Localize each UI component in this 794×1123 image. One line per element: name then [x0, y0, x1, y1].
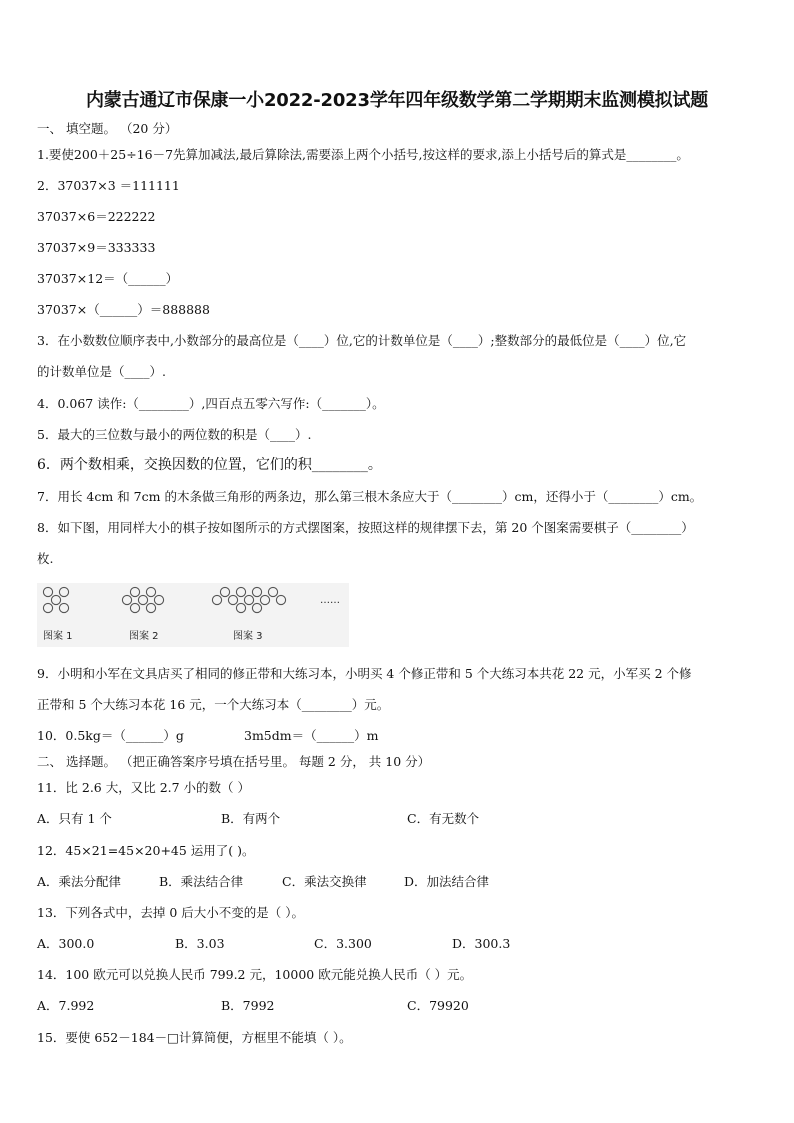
- pattern-3: [212, 587, 285, 612]
- option-a: A．7.992: [37, 998, 95, 1013]
- question-10-part-b: 3m5dm＝（______）m: [244, 728, 379, 743]
- chess-piece: [122, 595, 131, 604]
- chess-piece: [260, 595, 269, 604]
- pattern-3-caption: 图案 3: [233, 631, 263, 642]
- page-title: 内蒙古通辽市保康一小2022-2023学年四年级数学第二学期期末监测模拟试题: [85, 90, 709, 111]
- chess-piece: [43, 603, 52, 612]
- question-7: 7．用长 4cm 和 7cm 的木条做三角形的两条边，那么第三根木条应大于（________）cm，还得小于（________）cm。: [37, 489, 703, 504]
- option-a: A．只有 1 个: [37, 811, 112, 826]
- chess-piece: [43, 587, 52, 596]
- chess-piece: [146, 603, 155, 612]
- question-9-line-1: 9．小明和小军在文具店买了相同的修正带和大练习本，小明买 4 个修正带和 5 个大练习本共花 22 元，小军买 2 个修: [37, 666, 692, 681]
- question-11-stem: 11．比 2.6 大，又比 2.7 小的数（ ）: [37, 780, 251, 795]
- option-b: B．乘法结合律: [159, 874, 244, 889]
- chess-piece: [252, 587, 261, 596]
- question-2-line-4: 37037×12＝（______）: [37, 271, 179, 286]
- question-2-line-3: 37037×9＝333333: [37, 240, 156, 255]
- question-14-options: [37, 998, 757, 1014]
- option-b: B．有两个: [221, 811, 281, 826]
- question-3-line-2: 的计数单位是（____）.: [37, 364, 166, 379]
- option-a: A．乘法分配律: [37, 874, 122, 889]
- option-d: D．300.3: [452, 936, 511, 951]
- chess-piece: [212, 595, 221, 604]
- chess-piece: [130, 587, 139, 596]
- option-b: B．3.03: [175, 936, 225, 951]
- pattern-ellipsis: ……: [320, 595, 340, 606]
- chess-piece: [51, 595, 60, 604]
- option-b: B．7992: [221, 998, 275, 1013]
- question-2-line-1: 2．37037×3 ＝111111: [37, 178, 180, 193]
- chess-piece: [228, 595, 237, 604]
- chess-piece: [276, 595, 285, 604]
- chess-piece: [220, 587, 229, 596]
- question-9-line-2: 正带和 5 个大练习本花 16 元，一个大练习本（________）元。: [37, 697, 390, 712]
- question-15-stem: 15．要使 652－184－□计算简便，方框里不能填（ ）。: [37, 1030, 352, 1045]
- pattern-2-caption: 图案 2: [129, 631, 159, 642]
- question-3-line-1: 3．在小数数位顺序表中,小数部分的最高位是（____）位,它的计数单位是（____）;整数部分的最低位是（____）位,它: [37, 333, 687, 348]
- question-14-stem: 14．100 欧元可以兑换人民币 799.2 元，10000 欧元能兑换人民币（ ）元。: [37, 967, 473, 982]
- section-choice-heading: 二、 选择题。 （把正确答案序号填在括号里。 每题 2 分， 共 10 分）: [37, 754, 431, 769]
- question-13-stem: 13．下列各式中，去掉 0 后大小不变的是（ ）。: [37, 905, 305, 920]
- option-c: C．乘法交换律: [282, 874, 367, 889]
- pattern-drawing: [37, 583, 349, 647]
- chess-piece: [236, 587, 245, 596]
- question-10: [37, 728, 757, 744]
- question-2-line-2: 37037×6＝222222: [37, 209, 156, 224]
- option-a: A．300.0: [37, 936, 95, 951]
- question-8-line-1: 8．如下图，用同样大小的棋子按如图所示的方式摆图案，按照这样的规律摆下去，第 20 个图案需要棋子（________）: [37, 520, 694, 535]
- section-fill-in-heading: 一、 填空题。 （20 分）: [37, 121, 178, 136]
- pattern-2: [122, 587, 163, 612]
- chess-piece: [154, 595, 163, 604]
- question-13-options: [37, 936, 757, 952]
- chess-piece: [252, 603, 261, 612]
- chess-piece: [236, 603, 245, 612]
- question-2-line-5: 37037×（______）＝888888: [37, 302, 210, 317]
- chess-piece: [146, 587, 155, 596]
- option-d: D．加法结合律: [404, 874, 490, 889]
- pattern-1-caption: 图案 1: [43, 631, 73, 642]
- chess-piece: [268, 587, 277, 596]
- option-c: C．有无数个: [407, 811, 480, 826]
- chess-piece: [59, 603, 68, 612]
- question-4: 4．0.067 读作:（________）,四百点五零六写作:（_______）。: [37, 396, 385, 411]
- question-6: 6．两个数相乘，交换因数的位置，它们的积________。: [37, 457, 382, 473]
- chess-piece: [130, 603, 139, 612]
- chess-piece: [59, 587, 68, 596]
- chess-piece: [138, 595, 147, 604]
- question-1: 1.要使200＋25÷16－7先算加减法,最后算除法,需要添上两个小括号,按这样的要求,添上小括号后的算式是________。: [37, 147, 689, 162]
- question-11-options: [37, 811, 757, 827]
- pattern-1: [43, 587, 68, 612]
- option-c: C．79920: [407, 998, 469, 1013]
- chess-piece: [244, 595, 253, 604]
- question-10-part-a: 10．0.5kg＝（______）g: [37, 728, 184, 743]
- chess-pattern-figure: [37, 583, 349, 647]
- option-c: C．3.300: [314, 936, 372, 951]
- question-12-options: [37, 874, 757, 890]
- question-5: 5．最大的三位数与最小的两位数的积是（____）.: [37, 427, 312, 442]
- question-12-stem: 12．45×21=45×20+45 运用了( )。: [37, 843, 255, 858]
- question-8-line-2: 枚.: [37, 551, 54, 566]
